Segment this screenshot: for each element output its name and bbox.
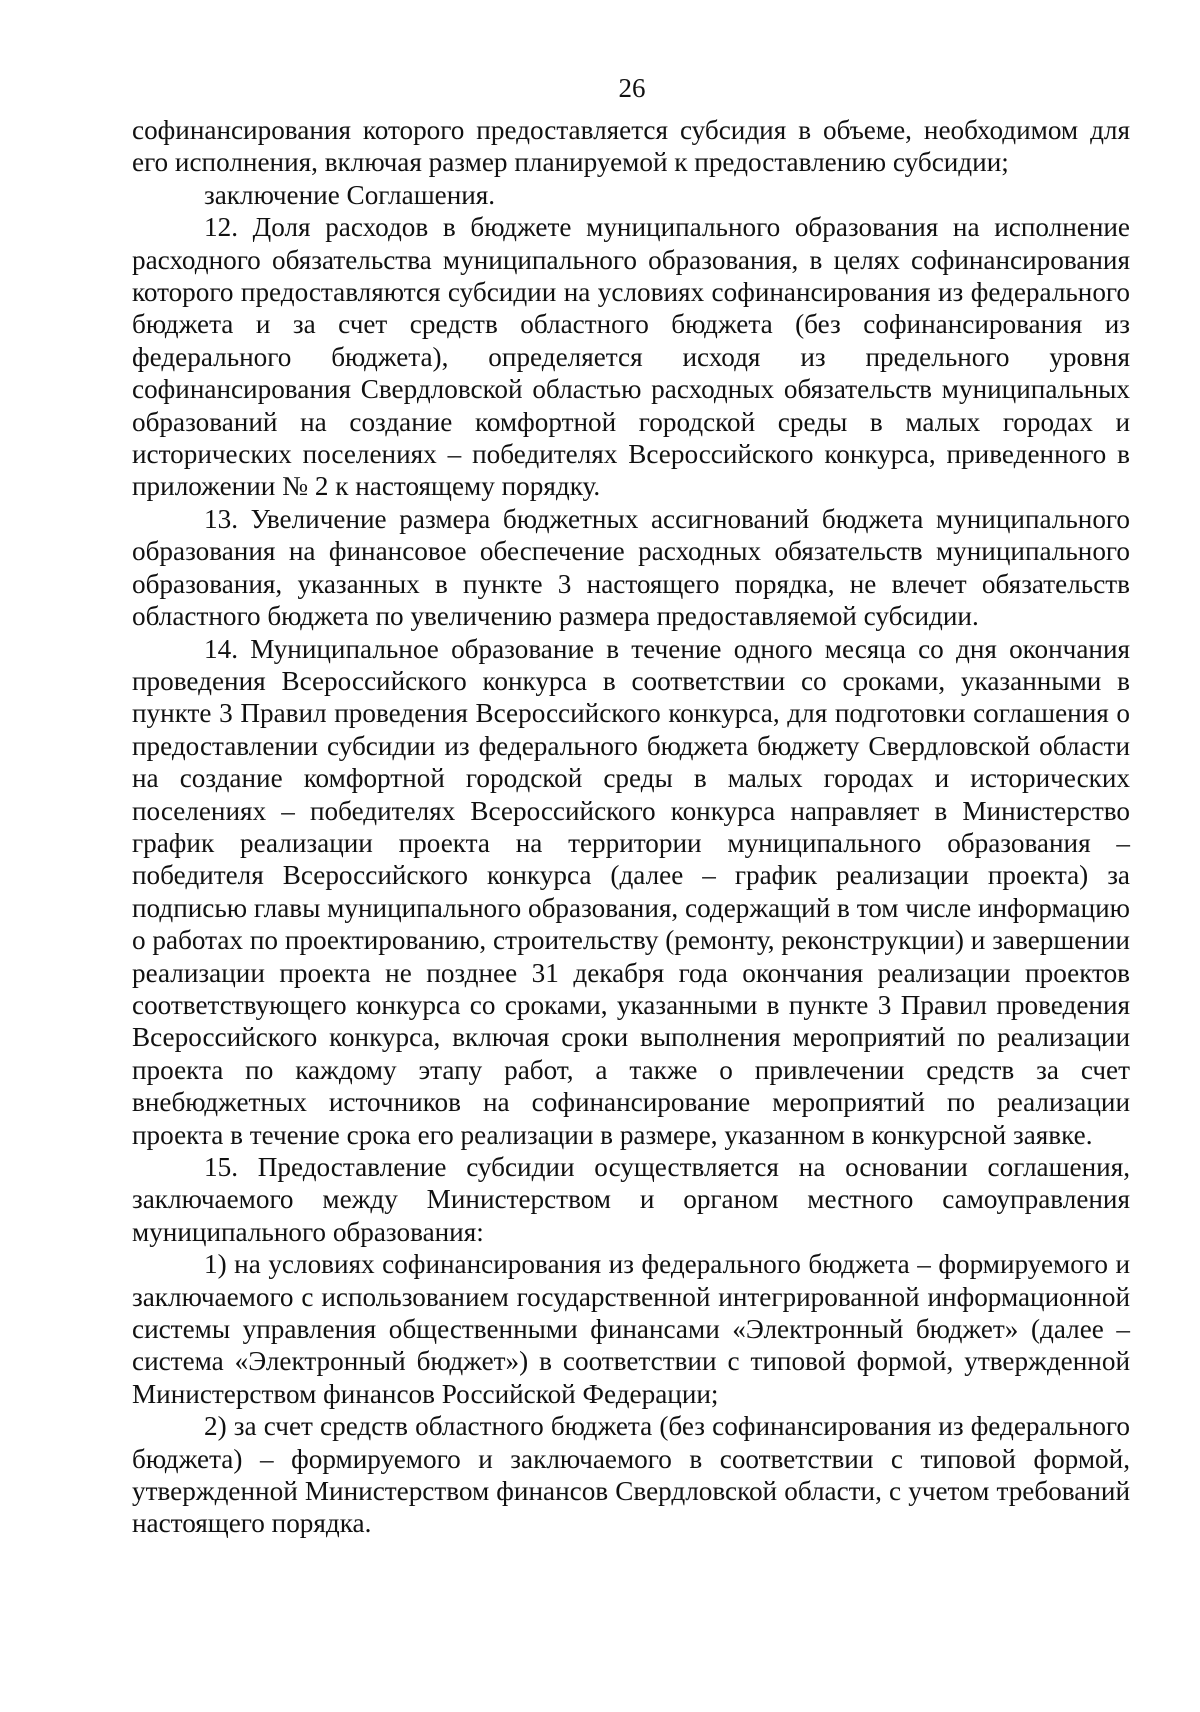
paragraph-15: 15. Предоставление субсидии осуществляется на основании соглашения, заключаемого между Министерством и органом местного самоуправления муниципального образования: xyxy=(132,1152,1130,1247)
paragraph-13: 13. Увеличение размера бюджетных ассигнований бюджета муниципального образования на финансовое обеспечение расходных обязательств муниципального образования, указанных в пункте 3 настоящего порядка, не влечет обязательств областного бюджета по увеличению размера предоставляемой субсидии. xyxy=(132,503,1130,632)
paragraph-14: 14. Муниципальное образование в течение одного месяца со дня окончания проведения Всероссийского конкурса в соответствии со сроками, указанными в пункте 3 Правил проведения Всероссийского конкурса, для подготовки соглашения о предоставлении субсидии из федерального бюджета бюджету Свердловской области на создание комфортной городской среды в малых городах и исторических поселениях – победителях Всероссийского конкурса направляет в Министерство график реализации проекта на территории муниципального образования – победителя Всероссийского конкурса (далее – график реализации проекта) за подписью главы муниципального образования, содержащий в том числе информацию о работах по проектированию, строительству (ремонту, реконструкции) и завершении реализации проекта не позднее 31 декабря года окончания реализации проектов соответствующего конкурса со сроками, указанными в пункте 3 Правил проведения Всероссийского конкурса, включая сроки выполнения мероприятий по реализации проекта по каждому этапу работ, а также о привлечении средств за счет внебюджетных источников на софинансирование мероприятий по реализации проекта в течение срока его реализации в размере, указанном в конкурсной заявке. xyxy=(132,633,1130,1150)
paragraph-15-item-1: 1) на условиях софинансирования из федерального бюджета – формируемого и заключаемого с использованием государственной интегрированной информационной системы управления общественными финансами «Электронный бюджет» (далее – система «Электронный бюджет») в соответствии с типовой формой, утвержденной Министерством финансов Российской Федерации; xyxy=(132,1249,1130,1409)
document-body xyxy=(132,114,1130,1540)
paragraph-agreement-conclusion: заключение Соглашения. xyxy=(204,179,496,210)
page-number: 26 xyxy=(618,73,646,103)
paragraph-continuation: софинансирования которого предоставляется субсидия в объеме, необходимом для его исполнения, включая размер планируемой к предоставлению субсидии; xyxy=(132,115,1130,178)
paragraph-15-item-2: 2) за счет средств областного бюджета (без софинансирования из федерального бюджета) – формируемого и заключаемого в соответствии с типовой формой, утвержденной Министерством финансов Свердловской области, с учетом требований настоящего порядка. xyxy=(132,1411,1130,1539)
paragraph-12: 12. Доля расходов в бюджете муниципального образования на исполнение расходного обязательства муниципального образования, в целях софинансирования которого предоставляются субсидии на условиях софинансирования из федерального бюджета и за счет средств областного бюджета (без софинансирования из федерального бюджета), определяется исходя из предельного уровня софинансирования Свердловской областью расходных обязательств муниципальных образований на создание комфортной городской среды в малых городах и исторических поселениях – победителях Всероссийского конкурса, приведенного в приложении № 2 к настоящему порядку. xyxy=(132,212,1130,502)
